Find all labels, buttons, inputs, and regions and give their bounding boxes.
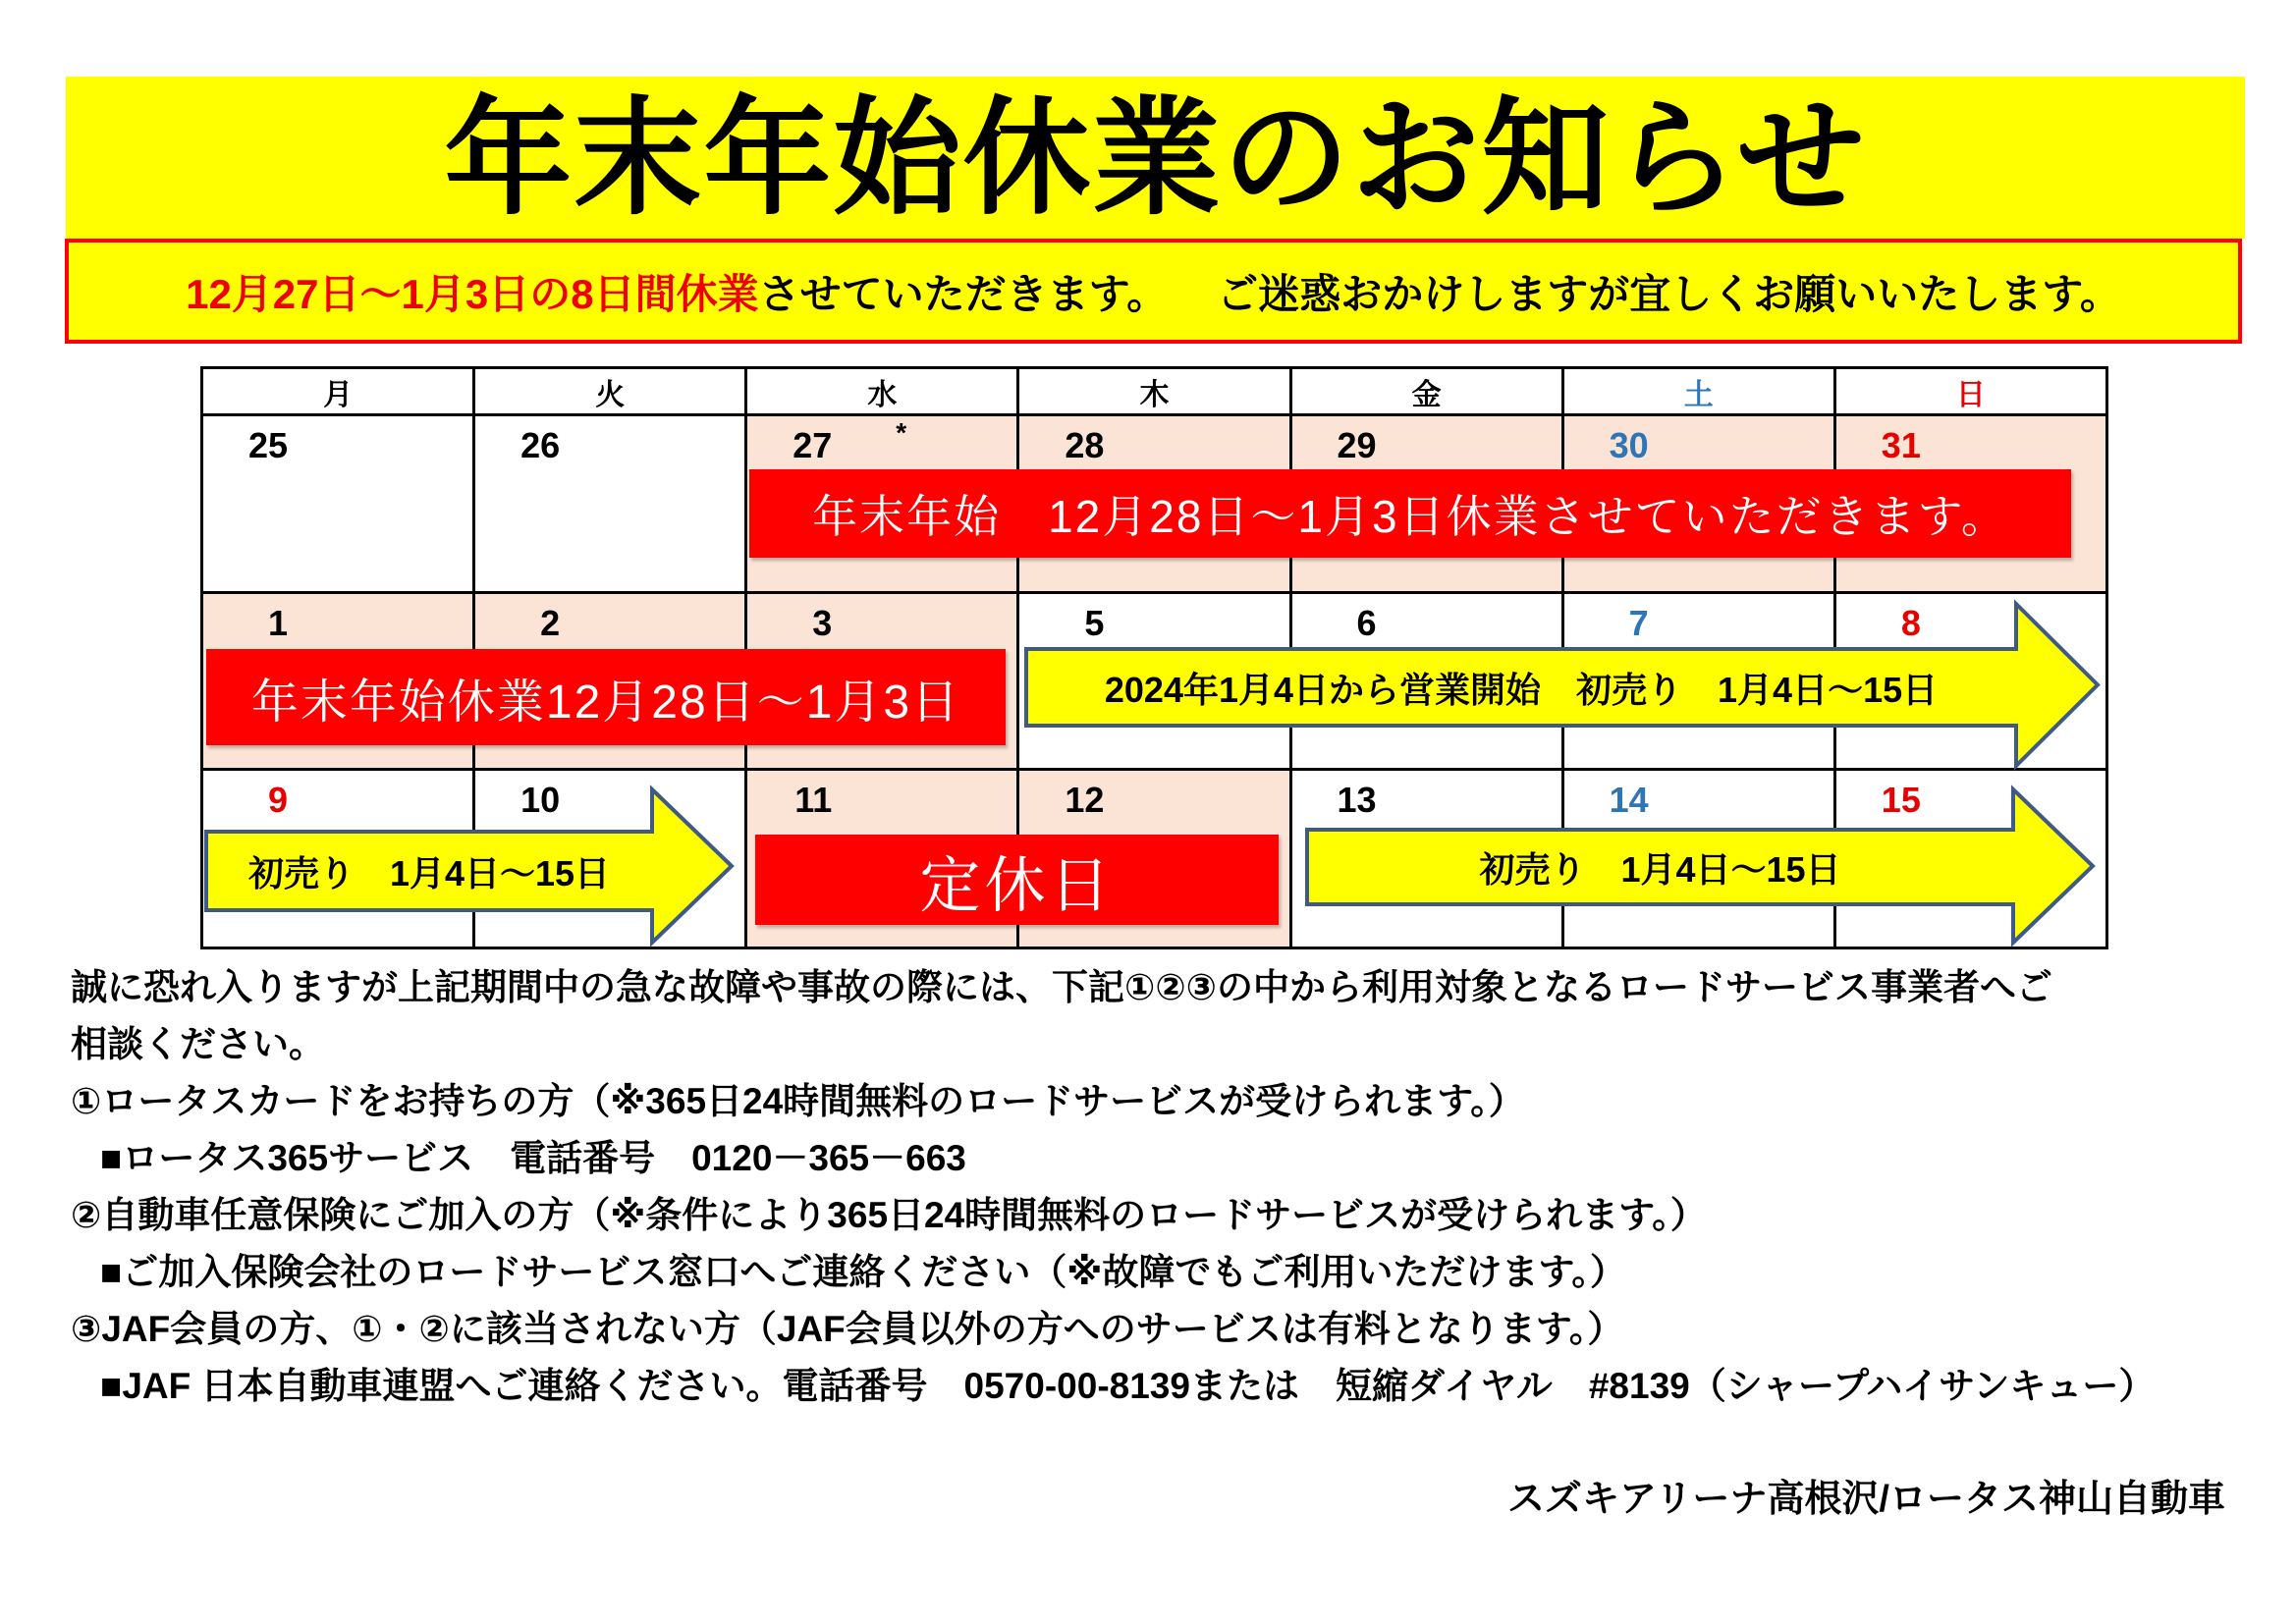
regular-holiday-text: 定休日	[919, 851, 1115, 920]
info-intro-line: 誠に恐れ入りますが上記期間中の急な故障や事故の際には、下記①②③の中から利用対象となるロードサービス事業者へご	[71, 967, 2052, 1007]
weekday-header	[747, 369, 1019, 416]
weekday-header	[203, 369, 475, 416]
day-number: 2	[540, 603, 561, 643]
day-number: 31	[1881, 425, 1921, 465]
year-end-closure-banner	[749, 469, 2071, 558]
day-number: 12	[1065, 780, 1105, 820]
calendar-day-cell	[203, 416, 475, 594]
reopen-arrow	[1026, 604, 2098, 766]
first-sale-arrow-text: 初売り 1月4日～15日	[247, 852, 611, 893]
weekday-label: 土	[1683, 378, 1714, 411]
day-number: 3	[812, 603, 833, 643]
asterisk-mark: *	[896, 417, 907, 448]
closure-notice-text: させていただきます。	[758, 270, 1169, 317]
info-intro-line: 相談ください。	[71, 1024, 325, 1064]
weekday-label: 日	[1955, 378, 1986, 411]
day-number: 7	[1628, 603, 1649, 643]
day-number: 5	[1084, 603, 1105, 643]
day-number: 25	[247, 425, 288, 465]
day-number: 27	[793, 425, 833, 465]
info-option-1: ①ロータスカードをお持ちの方（※365日24時間無料のロードサービスが受けられます。）	[71, 1081, 1525, 1121]
weekday-label: 火	[595, 378, 626, 411]
day-number: 29	[1337, 425, 1377, 465]
info-option-2: ②自動車任意保険にご加入の方（※条件により365日24時間無料のロードサービスが受けられます。）	[71, 1195, 1707, 1235]
day-number: 8	[1900, 603, 1921, 643]
day-number: 30	[1609, 425, 1649, 465]
new-year-closure-text: 年末年始休業12月28日～1月3日	[250, 676, 961, 729]
info-option-3-contact: ■JAF 日本自動車連盟へご連絡ください。電話番号 0570-00-8139または 短縮ダイヤル #8139（シャープハイサンキュー）	[100, 1366, 2156, 1406]
weekday-header	[1292, 369, 1564, 416]
first-sale-arrow-right	[1307, 789, 2093, 943]
weekday-header	[1836, 369, 2108, 416]
day-number: 26	[520, 425, 561, 465]
info-option-2-contact: ■ご加入保険会社のロードサービス窓口へご連絡ください（※故障でもご利用いただけます。）	[100, 1252, 1626, 1292]
day-number: 14	[1609, 780, 1649, 820]
day-number: 10	[520, 780, 561, 820]
regular-holiday-banner	[755, 835, 1279, 925]
weekday-header	[1564, 369, 1836, 416]
first-sale-arrow-left	[206, 789, 732, 943]
first-sale-arrow-text: 初売り 1月4日～15日	[1479, 848, 1841, 890]
day-number: 13	[1337, 780, 1377, 820]
page-title: 年末年始休業のお知らせ	[444, 85, 1867, 230]
new-year-closure-banner	[206, 649, 1006, 745]
dealer-name: スズキアリーナ高根沢/ロータス神山自動車	[1506, 1479, 2225, 1520]
weekday-label: 木	[1139, 378, 1170, 411]
day-number: 1	[267, 603, 288, 643]
closure-period-highlight: 12月27日～1月3日の8日間休業	[186, 270, 759, 317]
day-number: 28	[1065, 425, 1105, 465]
apology-text: ご迷惑おかけしますが宜しくお願いいたします。	[1217, 270, 2121, 317]
day-number: 15	[1881, 780, 1921, 820]
day-number: 9	[267, 780, 288, 820]
info-option-1-contact: ■ロータス365サービス 電話番号 0120－365－663	[100, 1138, 966, 1178]
weekday-header	[1019, 369, 1291, 416]
calendar-day-cell	[475, 416, 747, 594]
closure-notice	[65, 239, 2242, 344]
title-banner	[66, 77, 2245, 239]
day-number: 11	[794, 780, 833, 820]
weekday-label: 水	[867, 378, 898, 411]
day-number: 6	[1356, 603, 1377, 643]
reopen-arrow-text: 2024年1月4日から営業開始 初売り 1月4日～15日	[1104, 669, 1939, 710]
weekday-label: 金	[1411, 378, 1442, 411]
road-service-info	[71, 959, 2155, 1415]
weekday-label: 月	[323, 378, 354, 411]
weekday-header	[475, 369, 747, 416]
info-option-3: ③JAF会員の方、①・②に該当されない方（JAF会員以外の方へのサービスは有料となります。）	[71, 1309, 1624, 1349]
year-end-closure-text: 年末年始 12月28日～1月3日休業させていただきます。	[812, 491, 2008, 542]
